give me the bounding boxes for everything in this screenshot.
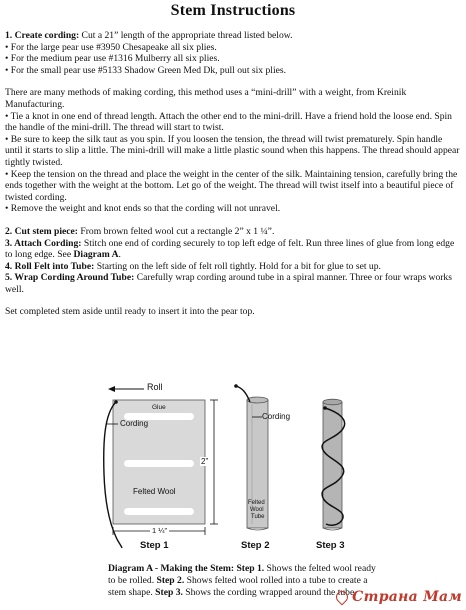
step-3-label: Step 3 (316, 540, 345, 551)
step-1 (5, 30, 462, 42)
caption-text-1: Shows the felted wool ready to be rolled. (108, 563, 376, 586)
tip-2: • Be sure to keep the silk taut as you spin. If you loosen the tension, the thread will twist prematurely. Spin handle until it starts to slip a little. The mini-drill will make a little plastic sound when this happens. The thread should appear tightly twisted. (5, 133, 460, 168)
tip-1: • Tie a knot in one end of thread length. Attach the other end to the mini-drill. Have a friend hold the loose end. Spin the handle of the mini-drill. The thread will start to twist. (5, 110, 452, 134)
page-title: Stem Instructions (170, 2, 296, 19)
instructions-body (5, 30, 462, 318)
caption-text-3: Shows the cording wrapped around the tube. (182, 586, 357, 598)
glue-line-2 (124, 460, 194, 467)
height-label: 2” (201, 457, 209, 466)
tube-label-line-2: Wool (250, 507, 264, 513)
cording-label-step1: Cording (120, 419, 149, 428)
watermark (336, 589, 462, 605)
roll-label: Roll (147, 382, 163, 392)
step-2-label: 2. Cut stem piece: (5, 225, 78, 237)
watermark-icon (334, 589, 351, 606)
step-4 (5, 261, 462, 273)
step-2-label: Step 2 (241, 540, 270, 551)
glue-line-3 (124, 508, 194, 515)
roll-arrowhead (108, 386, 115, 392)
step-2 (5, 226, 462, 238)
tube-label-line-3: Tube (251, 514, 265, 520)
step-1-label: Step 1 (140, 540, 169, 551)
methods-paragraph: There are many methods of making cording, this method uses a “mini-drill” with a weight, from Kreinik Manufacturing. (5, 87, 407, 110)
watermark-text: Страна Мам (352, 589, 462, 605)
step-5 (5, 272, 462, 295)
step-4-text: Starting on the left side of felt roll tightly. Hold for a bit for glue to set up. (94, 260, 381, 272)
diagram-a (0, 374, 466, 564)
step-3-tail: . (118, 249, 121, 261)
bullet-large-pear: • For the large pear use #3950 Chesapeake all six plies. (5, 41, 217, 53)
step-5-text: Carefully wrap cording around tube in a spiral manner. Three or four wraps works well. (5, 272, 452, 295)
caption-lead: Diagram A - Making the Stem: Step 1. (108, 563, 265, 574)
step-5-label: 5. Wrap Cording Around Tube: (5, 272, 135, 284)
step-3-text: Stitch one end of cording securely to top left edge of felt. Run three lines of glue from long edge to long edge. See (5, 237, 455, 261)
tube-label-line-1: Felted (248, 500, 265, 506)
diagram-drawing (0, 374, 466, 564)
bullet-medium-pear: • For the medium pear use #1316 Mulberry all six plies. (5, 53, 220, 65)
step-3-label: 3. Attach Cording: (5, 237, 82, 249)
step-1-label: 1. Create cording: (5, 30, 80, 41)
closing-paragraph: Set completed stem aside until ready to insert it into the pear top. (5, 306, 255, 318)
felted-wool-label: Felted Wool (133, 487, 176, 496)
step-1-text: Cut a 21” length of the appropriate thread listed below. (79, 30, 293, 41)
step-2-text: From brown felted wool cut a rectangle 2” x 1 ¼”. (78, 225, 275, 237)
cording-label-step2: Cording (262, 412, 291, 421)
step-4-label: 4. Roll Felt into Tube: (5, 260, 95, 272)
caption-text-2: Shows felted wool rolled into a tube to create a stem shape. (108, 574, 368, 598)
width-label: 1 ¼” (152, 526, 168, 535)
bullet-small-pear: • For the small pear use #5133 Shadow Green Med Dk, pull out six plies. (5, 64, 287, 76)
step-3-diagram-ref: Diagram A (73, 249, 119, 261)
step-3 (5, 238, 462, 261)
wrapped-tube (323, 402, 342, 528)
tip-3: • Keep the tension on the thread and place the weight in the center of the silk. Maintaining tension, carefully bring the ends together with the weight at the bottom. Let go of the weight. The thread will twist itself into a beautiful piece of twisted cording. (5, 168, 458, 203)
glue-label: Glue (152, 404, 166, 411)
step1-cording-knot (114, 400, 118, 404)
caption-step-3: Step 3. (155, 586, 183, 598)
caption-step-2: Step 2. (156, 574, 185, 586)
tip-4: • Remove the weight and knot ends so that the cording will not unravel. (5, 203, 281, 215)
